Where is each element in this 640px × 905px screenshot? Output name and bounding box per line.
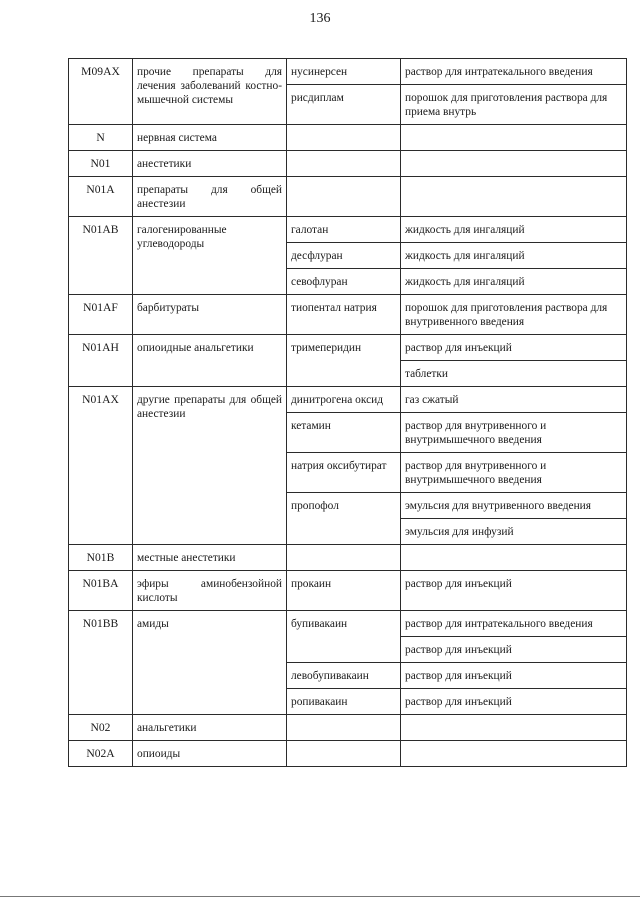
table-row: [69, 545, 627, 571]
dosage-form: газ сжатый: [401, 387, 627, 413]
drug-name: левобупивакаин: [287, 663, 401, 689]
table-row: [69, 715, 627, 741]
group-name: прочие препараты для лечения заболеваний костно-мышечной системы: [133, 59, 287, 125]
table-row: [69, 217, 627, 243]
table-row: [69, 151, 627, 177]
dosage-form: таблетки: [401, 361, 627, 387]
dosage-form: раствор для внутривенного и внутримышечного введения: [401, 413, 627, 453]
atc-code: N01B: [69, 545, 133, 571]
group-name: барбитураты: [133, 295, 287, 335]
table-row: [69, 295, 627, 335]
dosage-form: раствор для внутривенного и внутримышечного введения: [401, 453, 627, 493]
atc-code: N01: [69, 151, 133, 177]
group-name: галогенированные углеводороды: [133, 217, 287, 295]
scan-bottom-edge: [0, 896, 640, 897]
dosage-form: раствор для интратекального введения: [401, 59, 627, 85]
drug-name: нусинерсен: [287, 59, 401, 85]
drug-name: [287, 151, 401, 177]
group-name: нервная система: [133, 125, 287, 151]
drug-name: севофлуран: [287, 269, 401, 295]
table-row: [69, 335, 627, 361]
dosage-form: порошок для приготовления раствора для приема внутрь: [401, 85, 627, 125]
dosage-form: порошок для приготовления раствора для внутривенного введения: [401, 295, 627, 335]
drug-name: кетамин: [287, 413, 401, 453]
group-name: амиды: [133, 611, 287, 715]
drug-name: десфлуран: [287, 243, 401, 269]
group-name: эфиры аминобензойной кислоты: [133, 571, 287, 611]
drug-name: рисдиплам: [287, 85, 401, 125]
drug-name: [287, 741, 401, 767]
drug-name: тиопентал натрия: [287, 295, 401, 335]
table-row: [69, 741, 627, 767]
drug-classification-table: [68, 58, 627, 767]
atc-code: N01AF: [69, 295, 133, 335]
dosage-form: эмульсия для инфузий: [401, 519, 627, 545]
atc-code: N01BB: [69, 611, 133, 715]
dosage-form: [401, 125, 627, 151]
drug-name: [287, 125, 401, 151]
drug-name: [287, 545, 401, 571]
dosage-form: [401, 177, 627, 217]
atc-code: N02A: [69, 741, 133, 767]
dosage-form: [401, 151, 627, 177]
dosage-form: раствор для инъекций: [401, 335, 627, 361]
table-row: [69, 177, 627, 217]
drug-name: тримеперидин: [287, 335, 401, 387]
drug-name: динитрогена оксид: [287, 387, 401, 413]
dosage-form: [401, 741, 627, 767]
page-number: 136: [309, 11, 331, 26]
group-name: опиоиды: [133, 741, 287, 767]
dosage-form: жидкость для ингаляций: [401, 217, 627, 243]
drug-name: галотан: [287, 217, 401, 243]
dosage-form: жидкость для ингаляций: [401, 243, 627, 269]
dosage-form: раствор для инъекций: [401, 663, 627, 689]
group-name: анальгетики: [133, 715, 287, 741]
atc-code: N01A: [69, 177, 133, 217]
dosage-form: эмульсия для внутривенного введения: [401, 493, 627, 519]
dosage-form: раствор для инъекций: [401, 689, 627, 715]
atc-code: M09AX: [69, 59, 133, 125]
table-row: [69, 387, 627, 413]
dosage-form: жидкость для ингаляций: [401, 269, 627, 295]
drug-name: бупивакаин: [287, 611, 401, 663]
drug-name: натрия оксибутират: [287, 453, 401, 493]
atc-code: N01AH: [69, 335, 133, 387]
atc-code: N02: [69, 715, 133, 741]
drug-name: прокаин: [287, 571, 401, 611]
group-name: опиоидные анальгетики: [133, 335, 287, 387]
group-name: препараты для общей анестезии: [133, 177, 287, 217]
dosage-form: [401, 715, 627, 741]
dosage-form: раствор для интратекального введения: [401, 611, 627, 637]
group-name: анестетики: [133, 151, 287, 177]
drug-name: [287, 715, 401, 741]
group-name: другие препараты для общей анестезии: [133, 387, 287, 545]
table-row: [69, 571, 627, 611]
table-row: [69, 125, 627, 151]
atc-code: N01AB: [69, 217, 133, 295]
dosage-form: раствор для инъекций: [401, 637, 627, 663]
table-row: [69, 611, 627, 637]
dosage-form: [401, 545, 627, 571]
atc-code: N01BA: [69, 571, 133, 611]
group-name: местные анестетики: [133, 545, 287, 571]
drug-name: пропофол: [287, 493, 401, 545]
dosage-form: раствор для инъекций: [401, 571, 627, 611]
atc-code: N01AX: [69, 387, 133, 545]
drug-name: ропивакаин: [287, 689, 401, 715]
drug-name: [287, 177, 401, 217]
table-row: [69, 59, 627, 85]
atc-code: N: [69, 125, 133, 151]
